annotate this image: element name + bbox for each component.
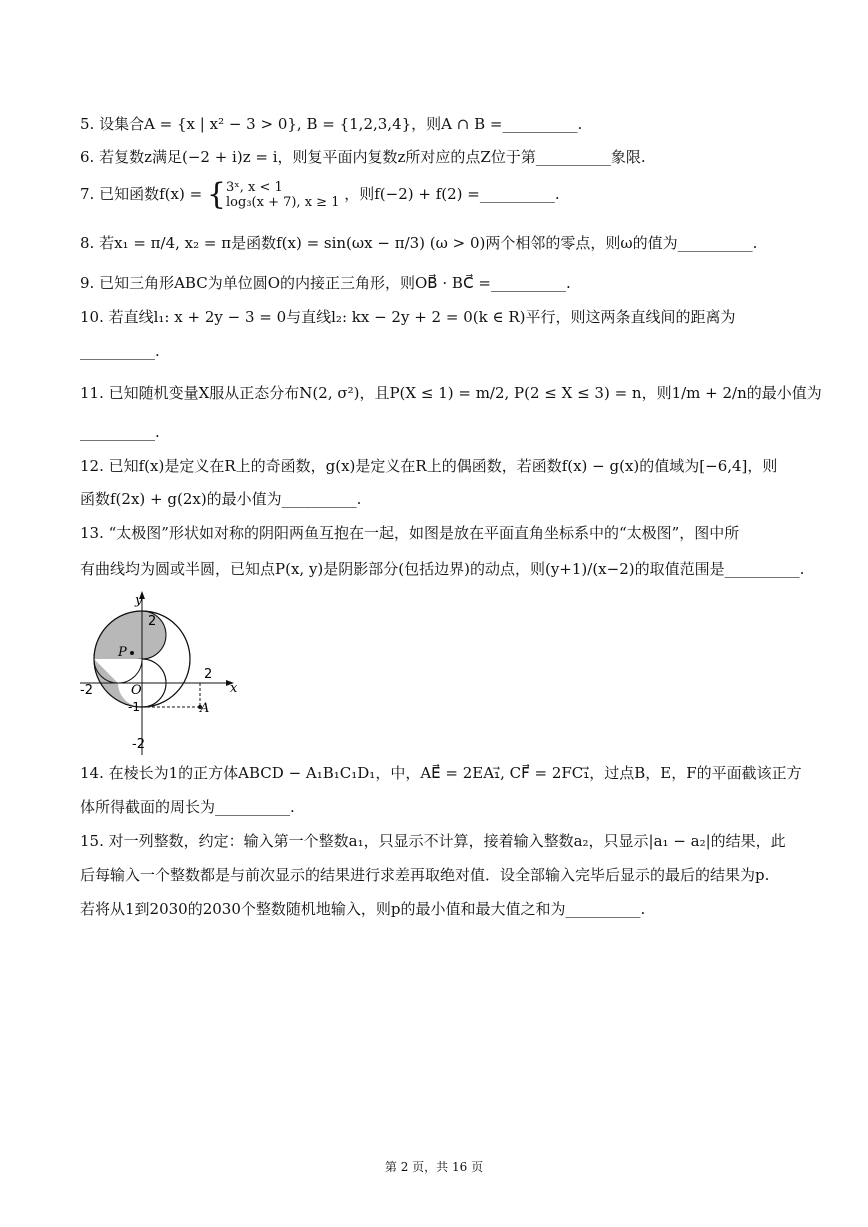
label-2-right: 2 <box>204 667 213 682</box>
q7-suffix: ，则f(−2) + f(2) =__________. <box>344 185 560 203</box>
label-2-top: 2 <box>148 614 157 629</box>
label-neg2-left: -2 <box>80 683 93 698</box>
q7-prefix: 7. 已知函数f(x) = <box>80 185 203 203</box>
page-footer: 第 2 页，共 16 页 <box>384 1160 484 1174</box>
question-15-line1: 15. 对一列整数，约定：输入第一个整数a₁，只显示不计算，接着输入整数a₂，只显示|a₁ − a₂|的结果，此 <box>80 832 786 850</box>
question-12-line2: 函数f(2x) + g(2x)的最小值为__________. <box>80 490 362 508</box>
question-12-line1: 12. 已知f(x)是定义在R上的奇函数，g(x)是定义在R上的偶函数，若函数f(x) − g(x)的值域为[−6,4]，则 <box>80 457 778 475</box>
label-p: P <box>118 645 127 660</box>
question-10-line1: 10. 若直线l₁: x + 2y − 3 = 0与直线l₂: kx − 2y + 2 = 0(k ∈ R)平行，则这两条直线间的距离为 <box>80 308 736 326</box>
piecewise-brace: { 3ˣ, x < 1 log₃(x + 7), x ≥ 1 <box>206 177 340 212</box>
question-8: 8. 若x₁ = π/4, x₂ = π是函数f(x) = sin(ωx − π/3) (ω > 0)两个相邻的零点，则ω的值为__________. <box>80 234 758 252</box>
label-neg2-bottom: -2 <box>132 737 145 752</box>
q7-case1: 3ˣ, x < 1 <box>226 180 283 195</box>
label-neg1: -1 <box>128 700 140 714</box>
label-x-axis: x <box>230 681 238 696</box>
label-y-axis: y <box>135 593 143 608</box>
question-15-line2: 后每输入一个整数都是与前次显示的结果进行求差再取绝对值．设全部输入完毕后显示的最后的结果为p. <box>80 866 770 884</box>
question-5: 5. 设集合A = {x | x² − 3 > 0}, B = {1,2,3,4}，则A ∩ B =__________. <box>80 115 583 133</box>
question-10-line2: __________. <box>80 342 160 360</box>
question-13-line2: 有曲线均为圆或半圆，已知点P(x, y)是阴影部分(包括边界)的动点，则(y+1)/(x−2)的取值范围是__________. <box>80 560 805 578</box>
question-11-line2: __________. <box>80 423 160 441</box>
q7-case2: log₃(x + 7), x ≥ 1 <box>226 195 340 210</box>
point-p <box>130 651 134 655</box>
question-7 <box>80 177 800 212</box>
question-14-line1: 14. 在棱长为1的正方体ABCD − A₁B₁C₁D₁，中，AE⃗ = 2EA₁⃗, CF⃗ = 2FC₁⃗，过点B，E，F的平面截该正方 <box>80 764 802 782</box>
question-14-line2: 体所得截面的周长为__________. <box>80 798 295 816</box>
question-6: 6. 若复数z满足(−2 + i)z = i，则复平面内复数z所对应的点Z位于第__________象限. <box>80 148 646 166</box>
label-a: A <box>200 701 210 716</box>
question-9: 9. 已知三角形ABC为单位圆O的内接正三角形，则OB⃗ · BC⃗ =__________. <box>80 274 571 292</box>
label-origin: O <box>131 683 142 698</box>
question-13-line1: 13. “太极图”形状如对称的阴阳两鱼互抱在一起，如图是放在平面直角坐标系中的“太极图”，图中所 <box>80 524 740 542</box>
taiji-figure <box>80 590 250 760</box>
question-15-line3: 若将从1到2030的2030个整数随机地输入，则p的最小值和最大值之和为__________. <box>80 900 646 918</box>
question-11-line1: 11. 已知随机变量X服从正态分布N(2, σ²)，且P(X ≤ 1) = m/2, P(2 ≤ X ≤ 3) = n，则1/m + 2/n的最小值为 <box>80 384 822 402</box>
